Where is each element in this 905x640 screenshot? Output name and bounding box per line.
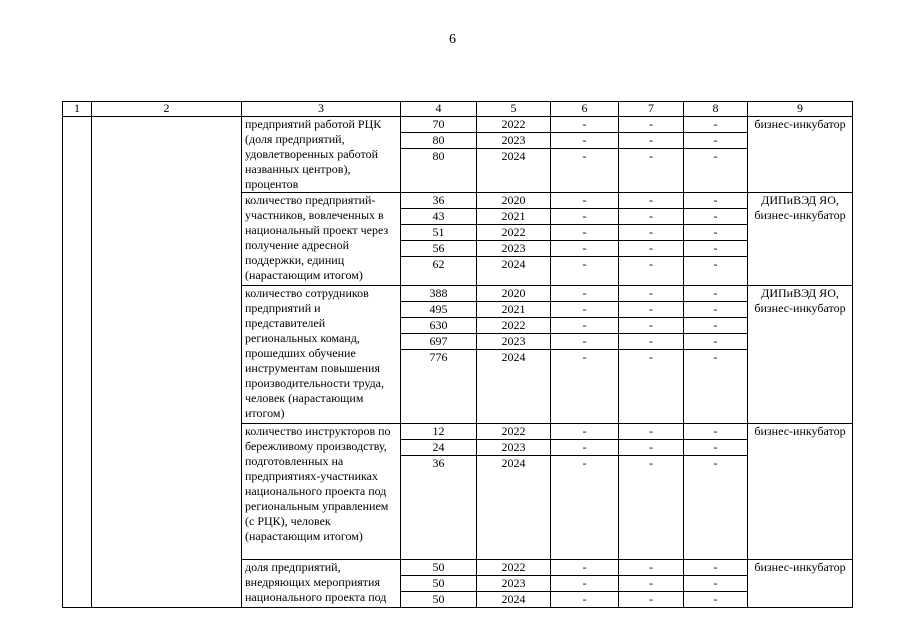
col8-value: - [684,257,748,286]
indicators-table [62,101,853,608]
column-header-4: 4 [401,102,477,117]
col8-value: - [684,117,748,133]
col6-value: - [551,334,619,350]
col6-value: - [551,456,619,560]
indicator-value: 697 [401,334,477,350]
col6-value: - [551,576,619,592]
col8-value: - [684,133,748,149]
col6-value: - [551,133,619,149]
responsible-party: бизнес-инкубатор [748,560,853,608]
empty-cell-col2 [92,117,242,608]
indicator-year: 2023 [477,576,551,592]
indicator-value: 62 [401,257,477,286]
col6-value: - [551,117,619,133]
column-header-2: 2 [92,102,242,117]
col6-value: - [551,424,619,440]
col7-value: - [619,241,684,257]
col6-value: - [551,225,619,241]
col6-value: - [551,149,619,193]
col7-value: - [619,286,684,302]
indicator-year: 2022 [477,424,551,440]
col6-value: - [551,193,619,209]
col7-value: - [619,456,684,560]
indicator-year: 2023 [477,440,551,456]
indicator-value: 70 [401,117,477,133]
col8-value: - [684,440,748,456]
indicator-value: 56 [401,241,477,257]
indicator-value: 50 [401,592,477,608]
col7-value: - [619,225,684,241]
indicator-value: 495 [401,302,477,318]
col7-value: - [619,193,684,209]
indicator-description: количество предприятий-участников, вовлеченных в национальный проект через получение адресной поддержки, единиц (нарастающим итогом) [242,193,401,286]
col7-value: - [619,209,684,225]
indicator-year: 2022 [477,225,551,241]
indicator-value: 36 [401,193,477,209]
column-header-6: 6 [551,102,619,117]
column-header-9: 9 [748,102,853,117]
empty-cell-col1 [63,117,92,608]
col7-value: - [619,318,684,334]
col6-value: - [551,257,619,286]
indicator-year: 2022 [477,318,551,334]
indicator-value: 24 [401,440,477,456]
indicator-value: 630 [401,318,477,334]
responsible-party: ДИПиВЭД ЯО, бизнес-инкубатор [748,286,853,424]
indicator-year: 2024 [477,592,551,608]
column-header-5: 5 [477,102,551,117]
header-row [63,102,853,117]
col7-value: - [619,592,684,608]
col8-value: - [684,350,748,424]
indicator-value: 388 [401,286,477,302]
col7-value: - [619,302,684,318]
col7-value: - [619,560,684,576]
col7-value: - [619,350,684,424]
responsible-party: бизнес-инкубатор [748,117,853,193]
col7-value: - [619,133,684,149]
indicator-description: предприятий работой РЦК (доля предприятий, удовлетворенных работой названных центров), процентов [242,117,401,193]
col7-value: - [619,334,684,350]
col7-value: - [619,257,684,286]
indicator-year: 2022 [477,117,551,133]
col8-value: - [684,209,748,225]
col8-value: - [684,193,748,209]
indicator-year: 2023 [477,133,551,149]
col6-value: - [551,209,619,225]
col8-value: - [684,576,748,592]
indicator-value: 51 [401,225,477,241]
col8-value: - [684,302,748,318]
indicator-value: 36 [401,456,477,560]
col6-value: - [551,350,619,424]
indicator-value: 43 [401,209,477,225]
col6-value: - [551,286,619,302]
col7-value: - [619,576,684,592]
indicator-value: 80 [401,133,477,149]
col8-value: - [684,334,748,350]
indicator-year: 2020 [477,286,551,302]
col6-value: - [551,592,619,608]
col6-value: - [551,241,619,257]
indicator-description: доля предприятий, внедряющих мероприятия национального проекта под [242,560,401,608]
col7-value: - [619,440,684,456]
table-body [63,117,853,608]
col7-value: - [619,149,684,193]
indicator-value: 50 [401,576,477,592]
indicator-year: 2024 [477,456,551,560]
indicator-value: 80 [401,149,477,193]
col8-value: - [684,592,748,608]
column-header-8: 8 [684,102,748,117]
col6-value: - [551,318,619,334]
col8-value: - [684,318,748,334]
col6-value: - [551,302,619,318]
indicator-year: 2021 [477,209,551,225]
col8-value: - [684,424,748,440]
indicator-value: 776 [401,350,477,424]
indicator-year: 2023 [477,334,551,350]
indicator-year: 2024 [477,350,551,424]
page-number: 6 [449,32,456,47]
col8-value: - [684,560,748,576]
indicator-description: количество сотрудников предприятий и представителей региональных команд, прошедших обучение инструментам повышения производительности труда, человек (нарастающим итогом) [242,286,401,424]
responsible-party: ДИПиВЭД ЯО, бизнес-инкубатор [748,193,853,286]
col8-value: - [684,456,748,560]
col6-value: - [551,440,619,456]
indicator-year: 2024 [477,149,551,193]
column-header-3: 3 [242,102,401,117]
indicator-value: 12 [401,424,477,440]
col8-value: - [684,149,748,193]
table-row [63,117,853,133]
col6-value: - [551,560,619,576]
indicator-year: 2022 [477,560,551,576]
column-header-1: 1 [63,102,92,117]
col7-value: - [619,424,684,440]
indicator-year: 2024 [477,257,551,286]
indicator-year: 2023 [477,241,551,257]
responsible-party: бизнес-инкубатор [748,424,853,560]
col8-value: - [684,241,748,257]
col7-value: - [619,117,684,133]
col8-value: - [684,225,748,241]
col8-value: - [684,286,748,302]
indicator-description: количество инструкторов по бережливому производству, подготовленных на предприятиях-участниках национального проекта под региональным управлением (с РЦК), человек (нарастающим итогом) [242,424,401,560]
indicator-year: 2020 [477,193,551,209]
column-header-7: 7 [619,102,684,117]
indicator-year: 2021 [477,302,551,318]
indicator-value: 50 [401,560,477,576]
